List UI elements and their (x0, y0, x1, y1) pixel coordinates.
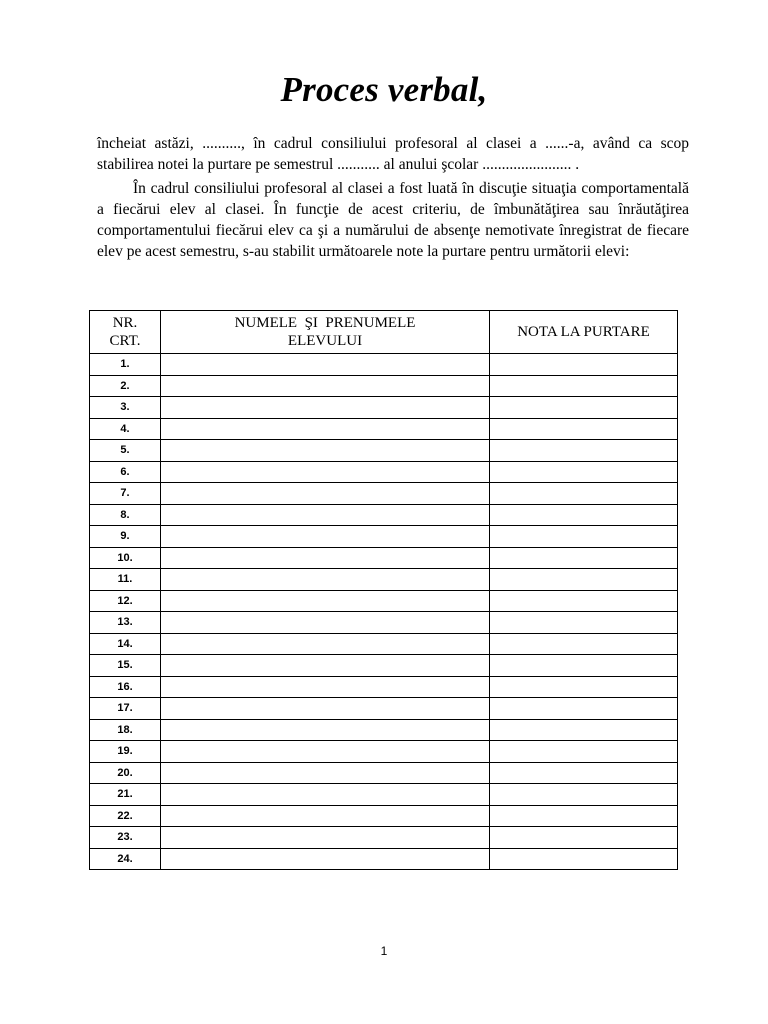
student-name-cell[interactable] (161, 418, 490, 440)
student-name-cell[interactable] (161, 397, 490, 419)
student-name-cell[interactable] (161, 633, 490, 655)
student-name-cell[interactable] (161, 676, 490, 698)
row-number: 5. (90, 440, 161, 462)
conduct-grade-cell[interactable] (490, 526, 678, 548)
table-row (90, 569, 678, 591)
row-number: 22. (90, 805, 161, 827)
row-number: 3. (90, 397, 161, 419)
conduct-grade-cell[interactable] (490, 375, 678, 397)
row-number: 20. (90, 762, 161, 784)
conduct-grade-cell[interactable] (490, 633, 678, 655)
page-title: Proces verbal, (280, 70, 488, 109)
student-name-cell[interactable] (161, 375, 490, 397)
conduct-grade-cell[interactable] (490, 483, 678, 505)
row-number: 21. (90, 784, 161, 806)
student-name-cell[interactable] (161, 805, 490, 827)
conduct-grade-cell[interactable] (490, 848, 678, 870)
table-row (90, 827, 678, 849)
table-row (90, 612, 678, 634)
student-name-cell[interactable] (161, 741, 490, 763)
student-name-cell[interactable] (161, 719, 490, 741)
table-row (90, 397, 678, 419)
row-number: 6. (90, 461, 161, 483)
conduct-grade-cell[interactable] (490, 354, 678, 376)
student-name-cell[interactable] (161, 547, 490, 569)
header-conduct-grade: NOTA LA PURTARE (490, 311, 678, 354)
row-number: 1. (90, 354, 161, 376)
row-number: 17. (90, 698, 161, 720)
header-nr-line1: NR. (112, 315, 138, 331)
intro-paragraph: încheiat astăzi, .........., în cadrul consiliului profesoral al clasei a ......-a, având ca scop stabilirea notei la purtare pe semestrul ........... al anului şcolar ....................... . (97, 135, 689, 173)
row-number: 15. (90, 655, 161, 677)
header-nr-line2: CRT. (109, 333, 141, 349)
row-number: 9. (90, 526, 161, 548)
conduct-grade-cell[interactable] (490, 719, 678, 741)
conduct-grade-cell[interactable] (490, 569, 678, 591)
student-name-cell[interactable] (161, 590, 490, 612)
student-name-cell[interactable] (161, 461, 490, 483)
table-row (90, 784, 678, 806)
row-number: 23. (90, 827, 161, 849)
student-name-cell[interactable] (161, 612, 490, 634)
student-name-cell[interactable] (161, 569, 490, 591)
conduct-grade-cell[interactable] (490, 676, 678, 698)
conduct-grade-cell[interactable] (490, 827, 678, 849)
conduct-grade-cell[interactable] (490, 784, 678, 806)
table-row (90, 354, 678, 376)
conduct-grade-cell[interactable] (490, 698, 678, 720)
student-name-cell[interactable] (161, 762, 490, 784)
conduct-grade-cell[interactable] (490, 461, 678, 483)
table-row (90, 418, 678, 440)
table-row (90, 375, 678, 397)
conduct-grades-table (89, 310, 678, 870)
header-student-name (161, 311, 490, 354)
page-number: 1 (380, 944, 388, 958)
table-row (90, 805, 678, 827)
table-row (90, 719, 678, 741)
row-number: 4. (90, 418, 161, 440)
table-row (90, 848, 678, 870)
student-name-cell[interactable] (161, 354, 490, 376)
table-row (90, 483, 678, 505)
row-number: 10. (90, 547, 161, 569)
table-row (90, 741, 678, 763)
row-number: 18. (90, 719, 161, 741)
student-name-cell[interactable] (161, 483, 490, 505)
student-name-cell[interactable] (161, 440, 490, 462)
row-number: 7. (90, 483, 161, 505)
student-name-cell[interactable] (161, 698, 490, 720)
table-row (90, 547, 678, 569)
header-name-line1: NUMELE ŞI PRENUMELE (234, 315, 416, 331)
row-number: 16. (90, 676, 161, 698)
conduct-grade-cell[interactable] (490, 762, 678, 784)
table-row (90, 698, 678, 720)
conduct-grade-cell[interactable] (490, 655, 678, 677)
table-row (90, 504, 678, 526)
table-row (90, 440, 678, 462)
conduct-grade-cell[interactable] (490, 547, 678, 569)
conduct-grade-cell[interactable] (490, 612, 678, 634)
header-nr-crt (90, 311, 161, 354)
row-number: 11. (90, 569, 161, 591)
student-name-cell[interactable] (161, 848, 490, 870)
conduct-grade-cell[interactable] (490, 440, 678, 462)
conduct-grade-cell[interactable] (490, 741, 678, 763)
table-row (90, 676, 678, 698)
row-number: 13. (90, 612, 161, 634)
student-name-cell[interactable] (161, 784, 490, 806)
header-name-line2: ELEVULUI (287, 333, 363, 349)
row-number: 8. (90, 504, 161, 526)
student-name-cell[interactable] (161, 827, 490, 849)
student-name-cell[interactable] (161, 526, 490, 548)
table-row (90, 526, 678, 548)
conduct-grade-cell[interactable] (490, 590, 678, 612)
row-number: 19. (90, 741, 161, 763)
row-number: 24. (90, 848, 161, 870)
student-name-cell[interactable] (161, 655, 490, 677)
table-row (90, 655, 678, 677)
row-number: 12. (90, 590, 161, 612)
table-row (90, 633, 678, 655)
table-row (90, 762, 678, 784)
table-row (90, 461, 678, 483)
context-paragraph: În cadrul consiliului profesoral al clasei a fost luată în discuţie situaţia comportamentală a fiecărui elev al clasei. În funcţie de acest criteriu, de îmbunătăţirea sau înrăutăţirea comportamentului fiecărui elev ca şi a numărului de absenţe nemotivate înregistrat de fiecare elev pe acest semestru, s-au stabilit următoarele note la purtare pentru următorii elevi: (97, 180, 689, 260)
table-row (90, 590, 678, 612)
conduct-grade-cell[interactable] (490, 504, 678, 526)
conduct-grade-cell[interactable] (490, 418, 678, 440)
row-number: 2. (90, 375, 161, 397)
conduct-grade-cell[interactable] (490, 397, 678, 419)
table-header-row (90, 311, 678, 354)
row-number: 14. (90, 633, 161, 655)
conduct-grade-cell[interactable] (490, 805, 678, 827)
student-name-cell[interactable] (161, 504, 490, 526)
